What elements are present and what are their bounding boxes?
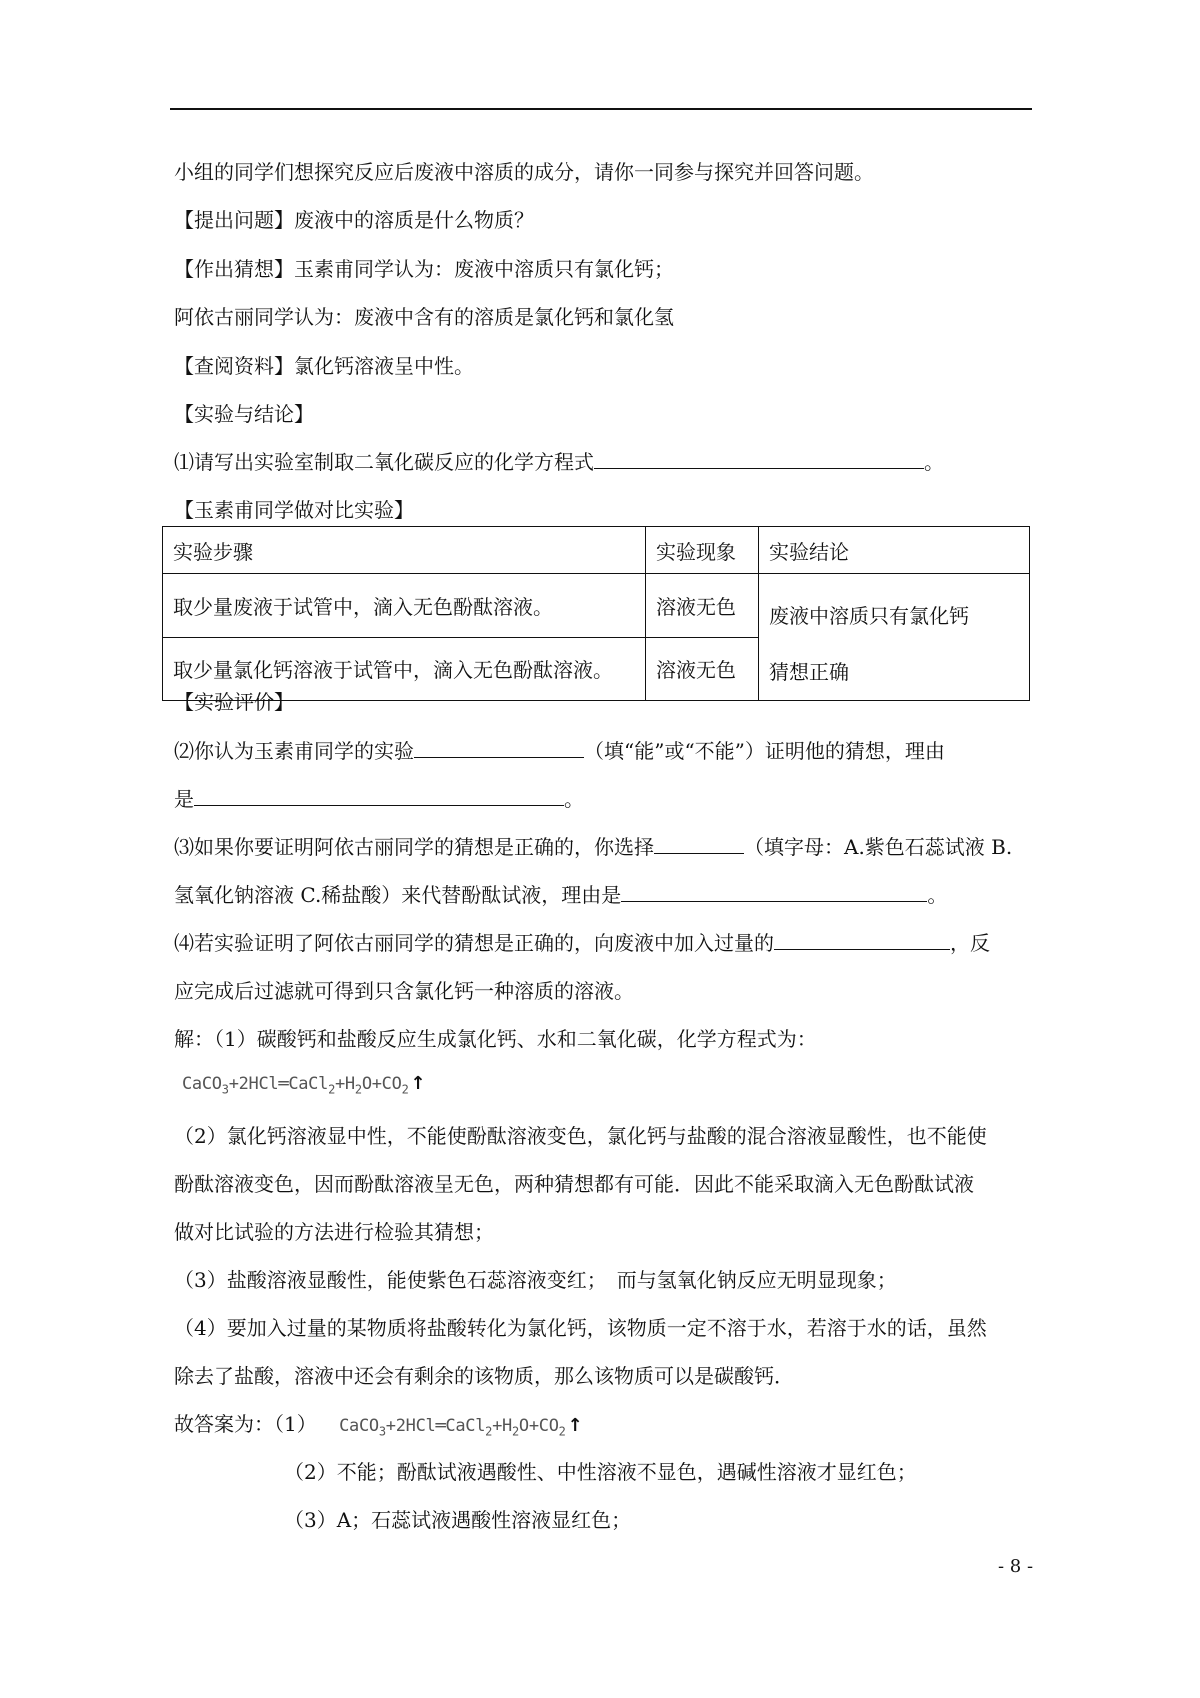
answer-blank-4[interactable]: [774, 931, 950, 950]
formula-sub: 2: [485, 1424, 493, 1439]
formula-sub: 2: [558, 1424, 566, 1439]
hypothesis-1: 【作出猜想】玉素甫同学认为：废液中溶质只有氯化钙；: [174, 257, 674, 281]
table-row: [163, 574, 1030, 638]
question-4: [174, 929, 990, 957]
formula-part: CaCO: [182, 1074, 222, 1094]
formula-sub: 2: [328, 1082, 335, 1097]
question-3-text: ⑶如果你要证明阿依古丽同学的猜想是正确的，你选择: [174, 835, 654, 859]
answer-blank-2a[interactable]: [414, 739, 584, 758]
formula-part: +H: [492, 1416, 512, 1436]
solution-2a: （2）氯化钙溶液显中性，不能使酚酞溶液变色，氯化钙与盐酸的混合溶液显酸性，也不能使: [174, 1124, 987, 1148]
question-text: 【提出问题】废液中的溶质是什么物质？: [174, 208, 534, 232]
conclusion-line-2: 猜想正确: [769, 660, 849, 684]
table-header-cell: 实验现象: [646, 527, 759, 574]
formula-sub: 3: [221, 1082, 229, 1097]
formula-sub: 2: [401, 1082, 409, 1097]
solution-3: （3）盐酸溶液显酸性，能使紫色石蕊溶液变红； 而与氢氧化钠反应无明显现象；: [174, 1268, 897, 1292]
formula-part: +2HCl: [385, 1416, 436, 1436]
question-3-cont: [174, 881, 947, 909]
formula-part: ═: [278, 1074, 289, 1094]
formula-part: ═: [435, 1416, 446, 1436]
punct: 。: [564, 787, 584, 811]
punct: 。: [924, 450, 944, 474]
formula-sub: 2: [511, 1424, 519, 1439]
answer-2: （2）不能；酚酞试液遇酸性、中性溶液不显色，遇碱性溶液才显红色；: [284, 1460, 917, 1484]
answer-blank-2b[interactable]: [194, 787, 564, 806]
table-cell-step: 取少量氯化钙溶液于试管中，滴入无色酚酞溶液。: [163, 637, 646, 701]
up-arrow-icon: ↑: [567, 1415, 583, 1436]
question-3-text: （填字母：A.紫色石蕊试液 B.: [744, 835, 1013, 859]
answer-blank-3a[interactable]: [654, 835, 744, 854]
question-1: [174, 448, 944, 476]
answer-blank-3b[interactable]: [621, 883, 927, 902]
formula-sub: 2: [354, 1082, 362, 1097]
formula-part: CaCl: [288, 1074, 329, 1094]
question-1-text: ⑴请写出实验室制取二氧化碳反应的化学方程式: [174, 450, 594, 474]
question-2-cont: [174, 785, 584, 813]
table-header-row: [163, 527, 1030, 574]
answer-3: （3）A；石蕊试液遇酸性溶液显红色；: [284, 1508, 632, 1532]
solution-1: 解：（1）碳酸钙和盐酸反应生成氯化钙、水和二氧化碳，化学方程式为：: [174, 1027, 817, 1051]
answer-label: 故答案为：（1）: [174, 1412, 317, 1436]
table-cell-conclusion: [759, 574, 1030, 701]
punct: 。: [927, 883, 948, 907]
question-2: [174, 737, 945, 765]
table-cell-step: 取少量废液于试管中，滴入无色酚酞溶液。: [163, 574, 646, 638]
conclusion-line-1: 废液中溶质只有氯化钙: [769, 604, 969, 628]
answer-blank-1[interactable]: [594, 450, 924, 469]
hypothesis-2: 阿依古丽同学认为：废液中含有的溶质是氯化钙和氯化氢: [174, 305, 674, 329]
table-cell-phenomenon: 溶液无色: [646, 637, 759, 701]
question-2-text: 是: [174, 787, 194, 811]
table-cell-phenomenon: 溶液无色: [646, 574, 759, 638]
formula-part: O+CO: [518, 1416, 559, 1436]
question-3: [174, 833, 1012, 861]
chemical-equation: [182, 1070, 425, 1103]
evaluation-heading: 【实验评价】: [174, 690, 294, 714]
table-header-cell: 实验结论: [759, 527, 1030, 574]
solution-2b: 酚酞溶液变色，因而酚酞溶液呈无色，两种猜想都有可能．因此不能采取滴入无色酚酞试液: [174, 1172, 974, 1196]
experiment-heading: 【实验与结论】: [174, 402, 314, 426]
table-header-cell: 实验步骤: [163, 527, 646, 574]
page-number: - 8 -: [998, 1556, 1034, 1577]
formula-sub: 3: [378, 1424, 386, 1439]
question-2-text: ⑵你认为玉素甫同学的实验: [174, 739, 414, 763]
question-4-text: ，反: [950, 931, 990, 955]
question-3-text: 氢氧化钠溶液 C.稀盐酸）来代替酚酞试液，理由是: [174, 883, 622, 907]
solution-4b: 除去了盐酸，溶液中还会有剩余的该物质，那么该物质可以是碳酸钙．: [174, 1364, 794, 1388]
answer-1: [174, 1410, 582, 1445]
solution-4a: （4）要加入过量的某物质将盐酸转化为氯化钙，该物质一定不溶于水，若溶于水的话，虽然: [174, 1316, 987, 1340]
formula-part: +H: [335, 1074, 355, 1094]
chemical-equation: [339, 1415, 583, 1439]
header-rule: [170, 108, 1032, 110]
formula-part: CaCO: [339, 1416, 379, 1436]
experiment-table: [162, 526, 1030, 701]
formula-part: CaCl: [445, 1416, 486, 1436]
formula-part: O+CO: [361, 1074, 402, 1094]
question-4-text: ⑷若实验证明了阿依古丽同学的猜想是正确的，向废液中加入过量的: [174, 931, 774, 955]
solution-2c: 做对比试验的方法进行检验其猜想；: [174, 1220, 494, 1244]
question-2-text: （填“能”或“不能”）证明他的猜想，理由: [584, 739, 945, 763]
contrast-heading: 【玉素甫同学做对比实验】: [174, 498, 414, 522]
reference-text: 【查阅资料】氯化钙溶液呈中性。: [174, 354, 474, 378]
question-4-cont: 应完成后过滤就可得到只含氯化钙一种溶质的溶液。: [174, 979, 634, 1003]
up-arrow-icon: ↑: [410, 1073, 426, 1094]
formula-part: +2HCl: [228, 1074, 279, 1094]
intro-text: 小组的同学们想探究反应后废液中溶质的成分，请你一同参与探究并回答问题。: [174, 160, 874, 184]
